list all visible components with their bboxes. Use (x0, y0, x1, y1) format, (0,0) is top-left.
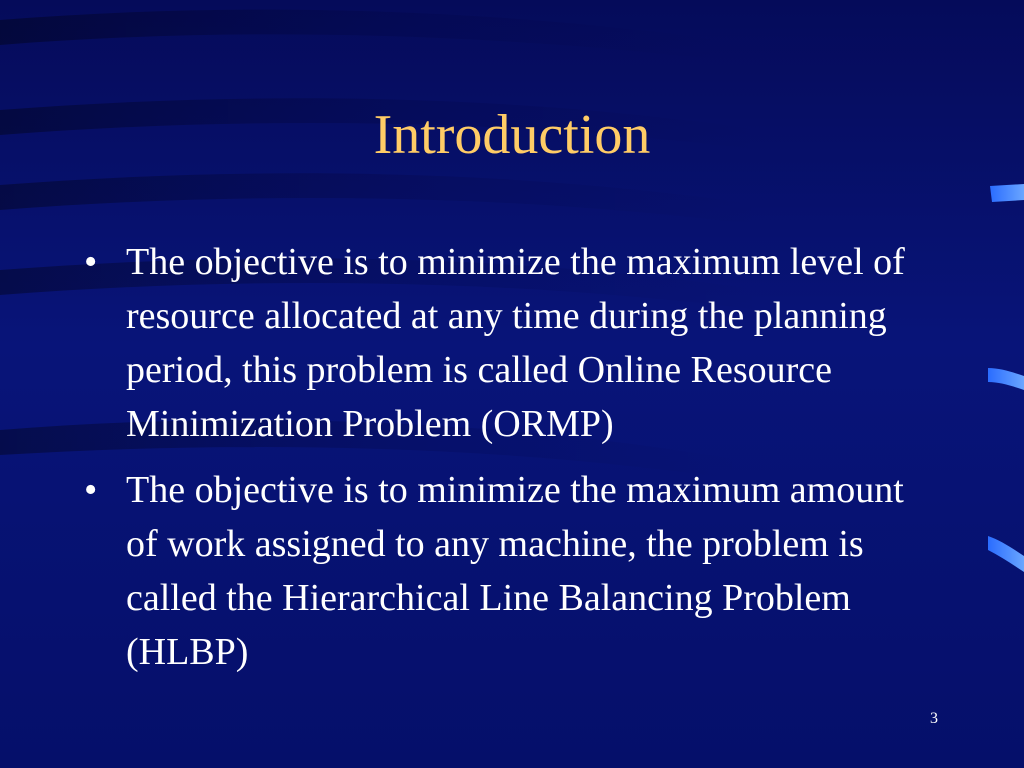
bullet-item (84, 235, 924, 451)
background-streak (0, 173, 760, 225)
edge-accent-mark (988, 368, 1024, 390)
bullet-text: The objective is to minimize the maximum amount of work assigned to any machine, the problem is called the Hierarchical Line Balancing Problem (HLBP) (126, 469, 904, 673)
slide-title: Introduction (373, 104, 651, 166)
bullet-marker: • (84, 241, 98, 283)
bullet-marker: • (84, 469, 98, 511)
bullet-text: The objective is to minimize the maximum level of resource allocated at any time during the planning period, this problem is called Online Resource Minimization Problem (ORMP) (126, 241, 905, 445)
bullet-item (84, 463, 924, 679)
edge-accent-mark (988, 536, 1024, 572)
bullet-list (84, 235, 924, 691)
slide-number: 3 (930, 710, 938, 727)
edge-accent-mark (990, 184, 1024, 202)
background-streak (0, 10, 720, 60)
